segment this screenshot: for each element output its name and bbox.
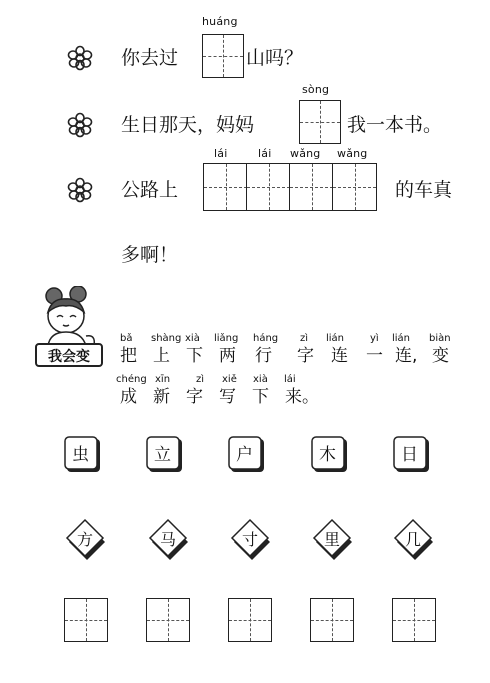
badge-label: 我会变 (48, 349, 90, 365)
q1-text-after: 山吗？ (246, 47, 304, 69)
q2-text-before: 生日那天，妈妈 (121, 114, 255, 136)
instruction-char: 连 (331, 346, 348, 366)
new-char-answer-box[interactable] (228, 598, 272, 642)
char-tile-middle[interactable] (146, 518, 190, 562)
tile-char: 木 (319, 445, 336, 465)
instruction-char: 把 (120, 346, 137, 366)
q3-text-after: 的车真 (395, 179, 453, 201)
flower-bullet-icon (66, 45, 94, 71)
new-char-answer-box[interactable] (392, 598, 436, 642)
instruction-pinyin: xià (185, 333, 200, 344)
q1-answer-box[interactable] (202, 34, 244, 78)
q3-text-line2: 多啊！ (121, 244, 179, 266)
instruction-char: 成 (120, 387, 137, 407)
char-tile-top[interactable] (146, 436, 184, 474)
instruction-char: 两 (219, 346, 236, 366)
instruction-pinyin: zì (300, 333, 309, 344)
new-char-answer-box[interactable] (146, 598, 190, 642)
instruction-pinyin: xiě (222, 374, 237, 385)
new-char-answer-box[interactable] (310, 598, 354, 642)
new-char-answer-box[interactable] (64, 598, 108, 642)
q2-answer-box[interactable] (299, 100, 341, 144)
char-tile-middle[interactable] (310, 518, 354, 562)
tile-char: 虫 (72, 445, 89, 465)
char-tile-middle[interactable] (391, 518, 435, 562)
instruction-char: 上 (153, 346, 170, 366)
instruction-pinyin: lái (284, 374, 296, 385)
flower-bullet-icon (66, 177, 94, 203)
instruction-char: 行 (255, 346, 272, 366)
instruction-pinyin: biàn (429, 333, 451, 344)
instruction-pinyin: zì (196, 374, 205, 385)
tile-char: 立 (154, 445, 171, 465)
q3-answer-box-4[interactable] (332, 163, 377, 211)
instruction-pinyin: yì (370, 333, 379, 344)
instruction-char: 一 (366, 346, 383, 366)
q3-pinyin-3: wǎng (290, 147, 321, 160)
q3-text-before: 公路上 (121, 179, 179, 201)
instruction-char: 写 (219, 387, 236, 407)
tile-char: 日 (401, 445, 418, 465)
instruction-pinyin: shàng (151, 333, 182, 344)
instruction-char: 字 (297, 346, 314, 366)
instruction-char: 变 (432, 346, 449, 366)
tile-char: 方 (76, 529, 93, 549)
tile-char: 几 (404, 529, 421, 549)
char-tile-top[interactable] (228, 436, 266, 474)
tile-char: 里 (323, 529, 340, 549)
instruction-char: 下 (186, 346, 203, 366)
instruction-char: 字 (186, 387, 203, 407)
tile-char: 马 (159, 529, 176, 549)
q2-pinyin: sòng (302, 83, 330, 96)
tile-char: 户 (236, 445, 253, 465)
instruction-pinyin: lián (326, 333, 345, 344)
q2-text-after: 我一本书。 (347, 114, 443, 136)
char-tile-top[interactable] (393, 436, 431, 474)
instruction-pinyin: liǎng (214, 333, 239, 344)
tile-char: 寸 (241, 529, 258, 549)
char-tile-middle[interactable] (63, 518, 107, 562)
q1-pinyin: huáng (202, 15, 238, 28)
instruction-pinyin: bǎ (120, 333, 133, 344)
instruction-pinyin: xià (253, 374, 268, 385)
char-tile-middle[interactable] (228, 518, 272, 562)
instruction-pinyin: chéng (116, 374, 147, 385)
instruction-pinyin: háng (253, 333, 279, 344)
q3-pinyin-1: lái (214, 147, 228, 160)
instruction-char: 新 (153, 387, 170, 407)
instruction-pinyin: xīn (155, 374, 171, 385)
instruction-char: 下 (252, 387, 269, 407)
q3-answer-box-1[interactable] (203, 163, 248, 211)
q3-pinyin-2: lái (258, 147, 272, 160)
q3-pinyin-4: wǎng (337, 147, 368, 160)
char-tile-top[interactable] (64, 436, 102, 474)
instruction-pinyin: lián (392, 333, 411, 344)
instruction-char: 来。 (285, 387, 319, 407)
instruction-char: 连, (395, 346, 418, 366)
q3-answer-box-3[interactable] (289, 163, 334, 211)
char-tile-top[interactable] (311, 436, 349, 474)
q1-text-before: 你去过 (121, 47, 179, 69)
flower-bullet-icon (66, 112, 94, 138)
q3-answer-box-2[interactable] (246, 163, 291, 211)
